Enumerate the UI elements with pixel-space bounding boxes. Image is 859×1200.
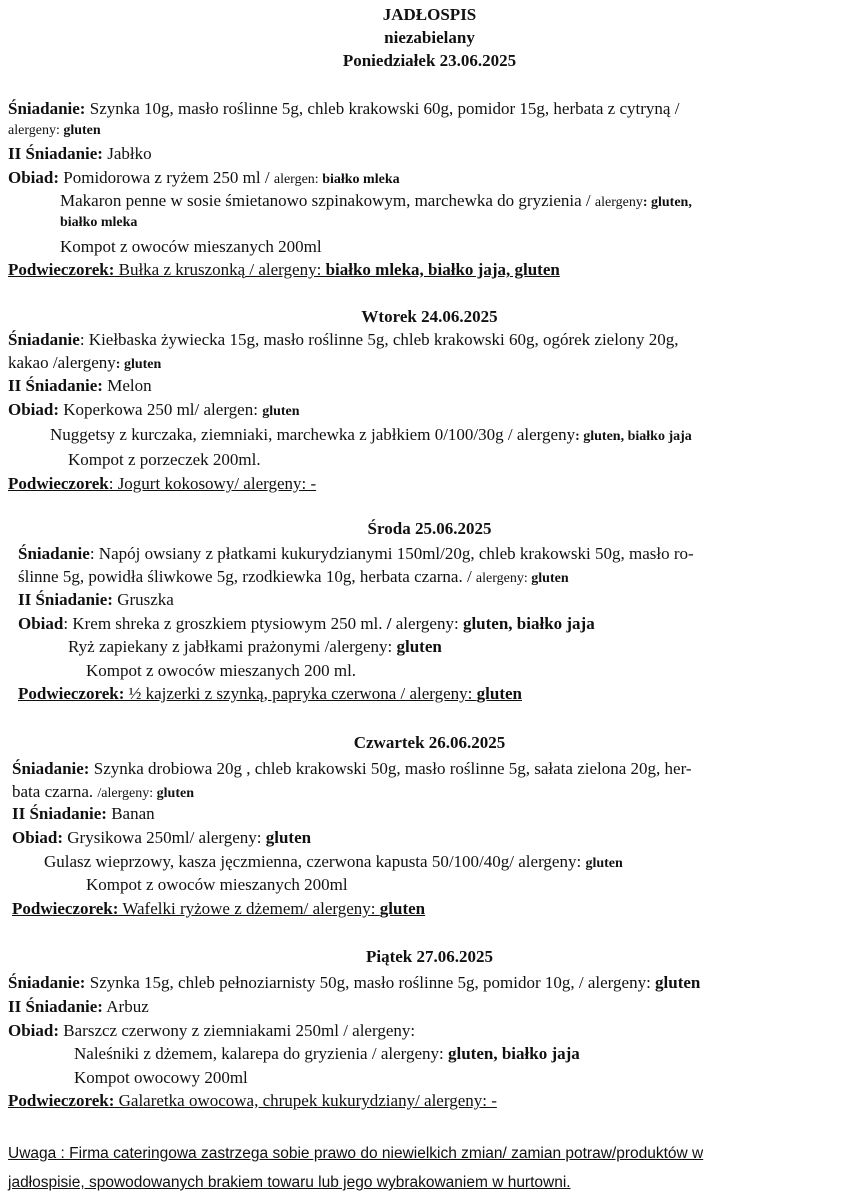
day-date-tuesday: Wtorek 24.06.2025 <box>361 307 498 326</box>
friday-drink: Kompot owocowy 200ml <box>74 1068 248 1087</box>
wednesday-main-course: Ryż zapiekany z jabłkami prażonymi /alergeny: gluten <box>68 637 442 656</box>
day-date-friday: Piątek 27.06.2025 <box>365 947 494 966</box>
thursday-lunch: Obiad: Grysikowa 250ml/ alergeny: gluten <box>12 828 312 847</box>
monday-drink: Kompot z owoców mieszanych 200ml <box>60 237 322 256</box>
monday-snack: Podwieczorek: Bułka z kruszonką / alergeny: białko mleka, białko jaja, gluten <box>8 260 560 279</box>
wednesday-snack: Podwieczorek: ½ kajzerki z szynką, papryka czerwona / alergeny: gluten <box>18 684 522 703</box>
wednesday-drink: Kompot z owoców mieszanych 200 ml. <box>86 661 357 680</box>
tuesday-breakfast-cont: kakao /alergeny: gluten <box>8 353 162 372</box>
thursday-drink: Kompot z owoców mieszanych 200ml <box>86 875 348 894</box>
monday-main-course: Makaron penne w sosie śmietanowo szpinakowym, marchewka do gryzienia / alergeny: gluten, <box>60 191 692 210</box>
tuesday-main-course: Nuggetsy z kurczaka, ziemniaki, marchewka z jabłkiem 0/100/30g / alergeny: gluten, białko jaja <box>50 425 692 444</box>
thursday-breakfast: Śniadanie: Szynka drobiowa 20g , chleb krakowski 50g, masło roślinne 5g, sałata zielona 20g, her- <box>12 759 692 778</box>
tuesday-breakfast: Śniadanie: Kiełbaska żywiecka 15g, masło roślinne 5g, chleb krakowski 60g, ogórek zielony 20g, <box>8 330 679 349</box>
monday-breakfast <box>8 98 679 120</box>
day-date-wednesday: Środa 25.06.2025 <box>367 519 492 538</box>
note-line-1: Uwaga : Firma cateringowa zastrzega sobie prawo do niewielkich zmian/ zamian potraw/produktów w <box>8 1145 704 1162</box>
thursday-second-breakfast: II Śniadanie: Banan <box>12 804 155 823</box>
thursday-main-course: Gulasz wieprzowy, kasza jęczmienna, czerwona kapusta 50/100/40g/ alergeny: gluten <box>44 852 623 871</box>
monday-breakfast-allergens: alergeny: gluten <box>8 123 101 138</box>
friday-snack: Podwieczorek: Galaretka owocowa, chrupek kukurydziany/ alergeny: - <box>8 1091 497 1110</box>
monday-main-allergens: białko mleka <box>60 215 138 230</box>
thursday-breakfast-cont: bata czarna. /alergeny: gluten <box>12 782 194 801</box>
friday-lunch: Obiad: Barszcz czerwony z ziemniakami 250ml / alergeny: <box>8 1021 416 1040</box>
tuesday-drink: Kompot z porzeczek 200ml. <box>68 450 261 469</box>
wednesday-breakfast: Śniadanie: Napój owsiany z płatkami kukurydzianymi 150ml/20g, chleb krakowski 50g, masło ro- <box>18 544 694 563</box>
day-date-thursday: Czwartek 26.06.2025 <box>353 733 506 752</box>
tuesday-second-breakfast: II Śniadanie: Melon <box>8 376 152 395</box>
day-date-monday: Poniedziałek 23.06.2025 <box>342 51 517 70</box>
monday-second-breakfast: II Śniadanie: Jabłko <box>8 144 152 163</box>
wednesday-second-breakfast: II Śniadanie: Gruszka <box>18 590 174 609</box>
monday-lunch: Obiad: Pomidorowa z ryżem 250 ml / alergen: białko mleka <box>8 168 400 187</box>
page-subtitle: niezabielany <box>384 28 475 47</box>
breakfast-label: Śniadanie: <box>8 99 86 118</box>
friday-breakfast: Śniadanie: Szynka 15g, chleb pełnoziarnisty 50g, masło roślinne 5g, pomidor 10g, / alergeny: gluten <box>8 973 701 992</box>
wednesday-lunch: Obiad: Krem shreka z groszkiem ptysiowym 250 ml. / alergeny: gluten, białko jaja <box>18 614 595 633</box>
wednesday-breakfast-cont: ślinne 5g, powidła śliwkowe 5g, rzodkiewka 10g, herbata czarna. / alergeny: gluten <box>18 567 569 586</box>
page-title: JADŁOSPIS <box>382 5 477 24</box>
breakfast-text: Szynka 10g, masło roślinne 5g, chleb krakowski 60g, pomidor 15g, herbata z cytryną / <box>85 99 680 118</box>
note-line-2: jadłospisie, spowodowanych brakiem towaru lub jego wybrakowaniem w hurtowni. <box>8 1174 571 1191</box>
thursday-snack: Podwieczorek: Wafelki ryżowe z dżemem/ alergeny: gluten <box>12 899 426 918</box>
tuesday-lunch: Obiad: Koperkowa 250 ml/ alergen: gluten <box>8 400 300 419</box>
tuesday-snack: Podwieczorek: Jogurt kokosowy/ alergeny: - <box>8 474 317 493</box>
friday-second-breakfast: II Śniadanie: Arbuz <box>8 997 149 1016</box>
friday-main-course: Naleśniki z dżemem, kalarepa do gryzienia / alergeny: gluten, białko jaja <box>74 1044 580 1063</box>
